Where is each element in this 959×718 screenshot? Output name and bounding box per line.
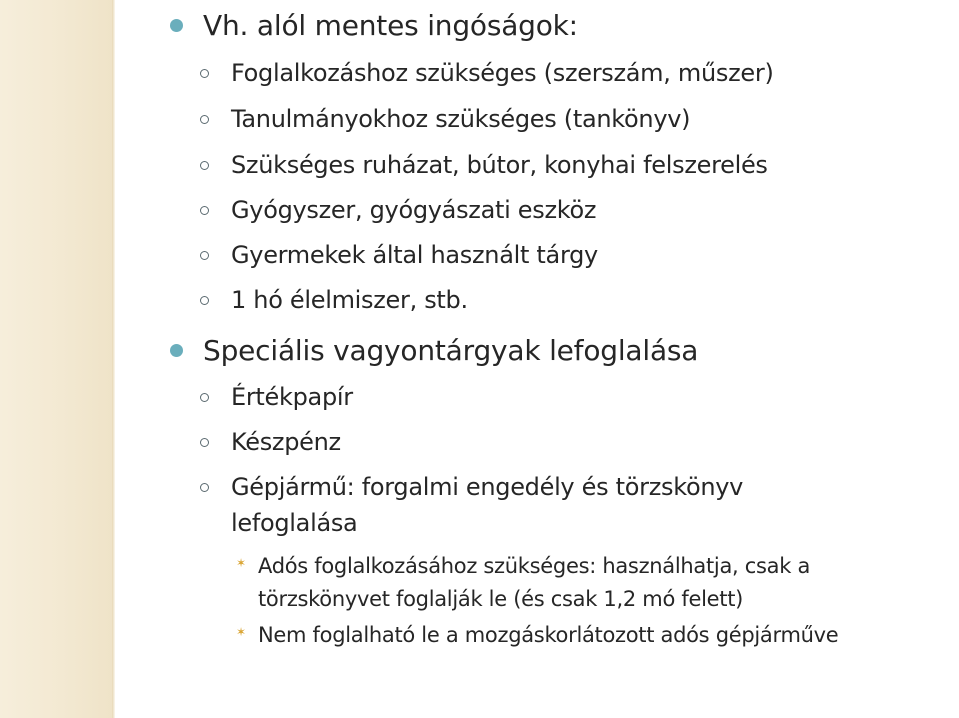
bullet-ring-icon (200, 251, 209, 260)
list-item-text: 1 hó élelmiszer, stb. (231, 286, 468, 314)
bullet-dot-icon (170, 344, 183, 357)
bullet-heading: Vh. alól mentes ingóságok: (203, 9, 578, 42)
bullet-ring-icon (200, 115, 209, 124)
sub-list-item-text: Adós foglalkozásához szükséges: használhatja, csak a (258, 554, 811, 578)
bullet-ring-icon (200, 438, 209, 447)
list-item-text: Értékpapír (231, 383, 353, 411)
bullet-ring-icon (200, 296, 209, 305)
list-item-text: Gépjármű: forgalmi engedély és törzskönyv (231, 473, 744, 501)
list-item-text: Gyermekek által használt tárgy (231, 241, 598, 269)
list-item-text: Készpénz (231, 428, 341, 456)
list-item-text: Foglalkozáshoz szükséges (szerszám, műszer) (231, 59, 774, 87)
bullet-ring-icon (200, 393, 209, 402)
sub-list-item-text: Nem foglalható le a mozgáskorlátozott adós gépjárműve (258, 623, 839, 647)
bullet-ring-icon (200, 206, 209, 215)
bullet-heading: Speciális vagyontárgyak lefoglalása (203, 334, 699, 367)
bullet-ring-icon (200, 161, 209, 170)
list-item-continuation: lefoglalása (231, 509, 358, 537)
list-item-text: Szükséges ruházat, bútor, konyhai felszerelés (231, 151, 768, 179)
bullet-dot-icon (170, 19, 183, 32)
bullet-ring-icon (200, 69, 209, 78)
list-item-text: Tanulmányokhoz szükséges (tankönyv) (231, 105, 691, 133)
star-bullet-icon: ✶ (236, 556, 246, 570)
list-item-text: Gyógyszer, gyógyászati eszköz (231, 196, 597, 224)
bullet-ring-icon (200, 483, 209, 492)
star-bullet-icon: ✶ (236, 625, 246, 639)
sub-list-item-continuation: törzskönyvet foglalják le (és csak 1,2 mó felett) (258, 587, 744, 611)
